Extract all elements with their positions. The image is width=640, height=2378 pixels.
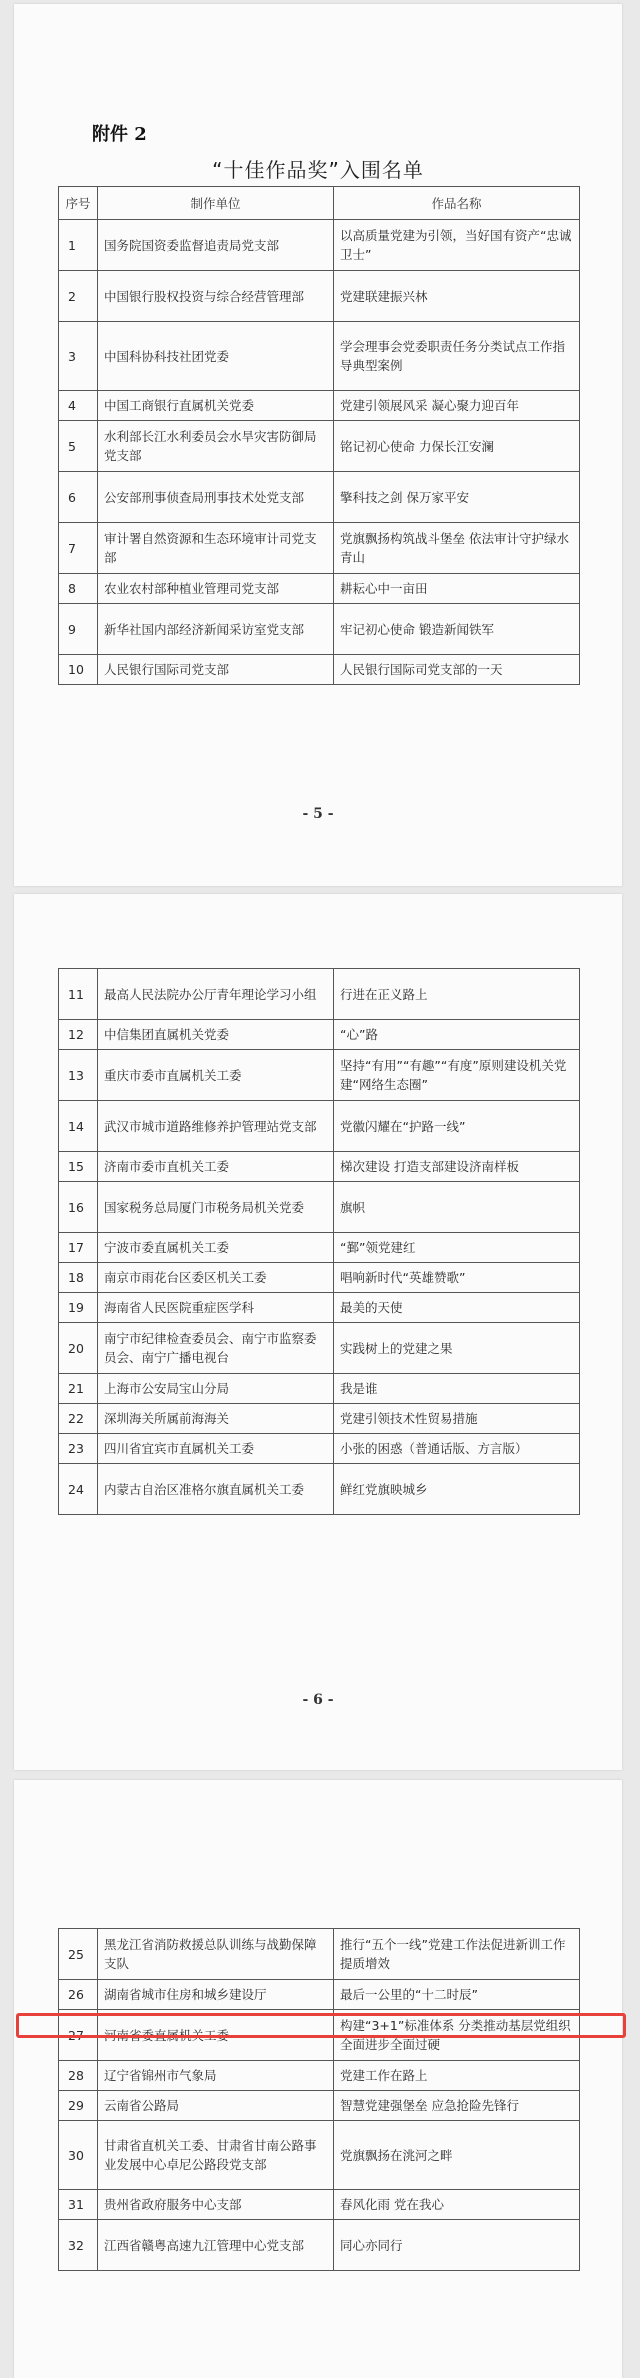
row-unit: 甘肃省直机关工委、甘肃省甘南公路事业发展中心卓尼公路段党支部 (98, 2121, 334, 2190)
table-row (59, 604, 580, 655)
row-work: 我是谁 (334, 1374, 580, 1404)
row-unit: 公安部刑事侦查局刑事技术处党支部 (98, 472, 334, 523)
row-unit: 深圳海关所属前海海关 (98, 1404, 334, 1434)
row-unit: 农业农村部种植业管理司党支部 (98, 574, 334, 604)
table-row (59, 220, 580, 271)
row-work: 党建引领技术性贸易措施 (334, 1404, 580, 1434)
table-row (59, 1404, 580, 1434)
table-row (59, 1050, 580, 1101)
row-unit: 黑龙江省消防救援总队训练与战勤保障支队 (98, 1929, 334, 1980)
row-unit: 新华社国内部经济新闻采访室党支部 (98, 604, 334, 655)
row-no: 17 (59, 1233, 98, 1263)
row-work: 党旗飘扬在洮河之畔 (334, 2121, 580, 2190)
table-row (59, 1182, 580, 1233)
row-work: 党徽闪耀在“护路一线” (334, 1101, 580, 1152)
row-unit: 南宁市纪律检查委员会、南宁市监察委员会、南宁广播电视台 (98, 1323, 334, 1374)
row-work: 铭记初心使命 力保长江安澜 (334, 421, 580, 472)
row-no: 16 (59, 1182, 98, 1233)
table-row (59, 1374, 580, 1404)
row-work: 旗帜 (334, 1182, 580, 1233)
table-row (59, 655, 580, 685)
header-unit: 制作单位 (98, 187, 334, 220)
row-no: 9 (59, 604, 98, 655)
row-unit: 江西省赣粤高速九江管理中心党支部 (98, 2220, 334, 2271)
row-work: 最美的天使 (334, 1293, 580, 1323)
page-number: - 5 - (302, 806, 334, 822)
row-unit: 贵州省政府服务中心支部 (98, 2190, 334, 2220)
row-work: 党建联建振兴林 (334, 271, 580, 322)
row-work: 构建“3+1”标准体系 分类推动基层党组织全面进步全面过硬 (334, 2010, 580, 2061)
table-row (59, 1323, 580, 1374)
row-work: 擎科技之剑 保万家平安 (334, 472, 580, 523)
table-row (59, 2091, 580, 2121)
row-no: 15 (59, 1152, 98, 1182)
row-work: 党旗飘扬构筑战斗堡垒 依法审计守护绿水青山 (334, 523, 580, 574)
row-no: 14 (59, 1101, 98, 1152)
row-no: 1 (59, 220, 98, 271)
row-no: 7 (59, 523, 98, 574)
table-row (59, 1293, 580, 1323)
row-unit: 中国科协科技社团党委 (98, 322, 334, 391)
row-no: 22 (59, 1404, 98, 1434)
row-no: 6 (59, 472, 98, 523)
document-page-5 (14, 4, 622, 886)
row-work: 小张的困惑（普通话版、方言版） (334, 1434, 580, 1464)
row-unit: 武汉市城市道路维修养护管理站党支部 (98, 1101, 334, 1152)
row-unit: 国务院国资委监督追责局党支部 (98, 220, 334, 271)
row-work: 学会理事会党委职责任务分类试点工作指导典型案例 (334, 322, 580, 391)
row-work: 智慧党建强堡垒 应急抢险先锋行 (334, 2091, 580, 2121)
row-no: 27 (59, 2010, 98, 2061)
row-unit: 国家税务总局厦门市税务局机关党委 (98, 1182, 334, 1233)
table-row (59, 2121, 580, 2190)
row-work: 坚持“有用”“有趣”“有度”原则建设机关党建“网络生态圈” (334, 1050, 580, 1101)
row-no: 23 (59, 1434, 98, 1464)
row-work: 实践树上的党建之果 (334, 1323, 580, 1374)
row-unit: 人民银行国际司党支部 (98, 655, 334, 685)
document-page-6 (14, 894, 622, 1770)
row-no: 10 (59, 655, 98, 685)
row-work: 同心亦同行 (334, 2220, 580, 2271)
row-no: 11 (59, 969, 98, 1020)
row-unit: 重庆市委市直属机关工委 (98, 1050, 334, 1101)
row-unit: 内蒙古自治区准格尔旗直属机关工委 (98, 1464, 334, 1515)
table-row (59, 2190, 580, 2220)
row-no: 28 (59, 2061, 98, 2091)
table-row (59, 1929, 580, 1980)
table-row (59, 574, 580, 604)
row-work: 春风化雨 党在我心 (334, 2190, 580, 2220)
table-row (59, 391, 580, 421)
row-work: 行进在正义路上 (334, 969, 580, 1020)
row-work: 推行“五个一线”党建工作法促进新训工作提质增效 (334, 1929, 580, 1980)
nominee-table-part-1 (58, 186, 580, 685)
table-row (59, 2010, 580, 2061)
row-no: 2 (59, 271, 98, 322)
table-row (59, 1101, 580, 1152)
row-no: 3 (59, 322, 98, 391)
row-unit: 湖南省城市住房和城乡建设厅 (98, 1980, 334, 2010)
header-no: 序号 (59, 187, 98, 220)
row-unit: 四川省宜宾市直属机关工委 (98, 1434, 334, 1464)
page-number: - 6 - (302, 1692, 334, 1708)
row-unit: 中信集团直属机关党委 (98, 1020, 334, 1050)
row-unit: 海南省人民医院重症医学科 (98, 1293, 334, 1323)
row-no: 26 (59, 1980, 98, 2010)
row-work: “鄞”领党建红 (334, 1233, 580, 1263)
row-unit: 宁波市委直属机关工委 (98, 1233, 334, 1263)
row-no: 4 (59, 391, 98, 421)
table-row (59, 1464, 580, 1515)
row-unit: 最高人民法院办公厅青年理论学习小组 (98, 969, 334, 1020)
table-row (59, 472, 580, 523)
table-row (59, 421, 580, 472)
row-work: 梯次建设 打造支部建设济南样板 (334, 1152, 580, 1182)
table-row (59, 1020, 580, 1050)
table-row (59, 1263, 580, 1293)
row-unit: 中国工商银行直属机关党委 (98, 391, 334, 421)
row-no: 29 (59, 2091, 98, 2121)
nominee-table-part-3 (58, 1928, 580, 2271)
document-page-7 (14, 1780, 622, 2378)
row-work: 耕耘心中一亩田 (334, 574, 580, 604)
row-unit: 中国银行股权投资与综合经营管理部 (98, 271, 334, 322)
row-no: 20 (59, 1323, 98, 1374)
row-no: 8 (59, 574, 98, 604)
table-row (59, 1233, 580, 1263)
row-no: 12 (59, 1020, 98, 1050)
header-work: 作品名称 (334, 187, 580, 220)
table-row-highlighted (59, 1980, 580, 2010)
row-no: 19 (59, 1293, 98, 1323)
row-unit: 河南省委直属机关工委 (98, 2010, 334, 2061)
attachment-label: 附件 2 (92, 124, 147, 145)
row-no: 25 (59, 1929, 98, 1980)
row-no: 5 (59, 421, 98, 472)
row-unit: 济南市委市直机关工委 (98, 1152, 334, 1182)
nominee-table-part-2 (58, 968, 580, 1515)
table-row (59, 1152, 580, 1182)
table-row (59, 322, 580, 391)
table-row (59, 523, 580, 574)
row-no: 13 (59, 1050, 98, 1101)
row-no: 21 (59, 1374, 98, 1404)
row-no: 30 (59, 2121, 98, 2190)
row-work: 党建引领展风采 凝心聚力迎百年 (334, 391, 580, 421)
row-unit: 审计署自然资源和生态环境审计司党支部 (98, 523, 334, 574)
row-no: 31 (59, 2190, 98, 2220)
row-work: “心”路 (334, 1020, 580, 1050)
table-row (59, 2061, 580, 2091)
row-no: 32 (59, 2220, 98, 2271)
row-work: 以高质量党建为引领，当好国有资产“忠诚卫士” (334, 220, 580, 271)
row-work: 鲜红党旗映城乡 (334, 1464, 580, 1515)
page-title: “十佳作品奖”入围名单 (212, 158, 424, 182)
row-work: 牢记初心使命 锻造新闻铁军 (334, 604, 580, 655)
row-unit: 上海市公安局宝山分局 (98, 1374, 334, 1404)
row-unit: 辽宁省锦州市气象局 (98, 2061, 334, 2091)
table-row (59, 1434, 580, 1464)
row-no: 24 (59, 1464, 98, 1515)
row-work: 唱响新时代“英雄赞歌” (334, 1263, 580, 1293)
row-unit: 南京市雨花台区委区机关工委 (98, 1263, 334, 1293)
row-work: 党建工作在路上 (334, 2061, 580, 2091)
row-no: 18 (59, 1263, 98, 1293)
row-unit: 水利部长江水利委员会水旱灾害防御局党支部 (98, 421, 334, 472)
table-header-row (59, 187, 580, 220)
row-unit: 云南省公路局 (98, 2091, 334, 2121)
table-row (59, 271, 580, 322)
table-row (59, 2220, 580, 2271)
row-work: 人民银行国际司党支部的一天 (334, 655, 580, 685)
row-work: 最后一公里的“十二时辰” (334, 1980, 580, 2010)
table-row (59, 969, 580, 1020)
